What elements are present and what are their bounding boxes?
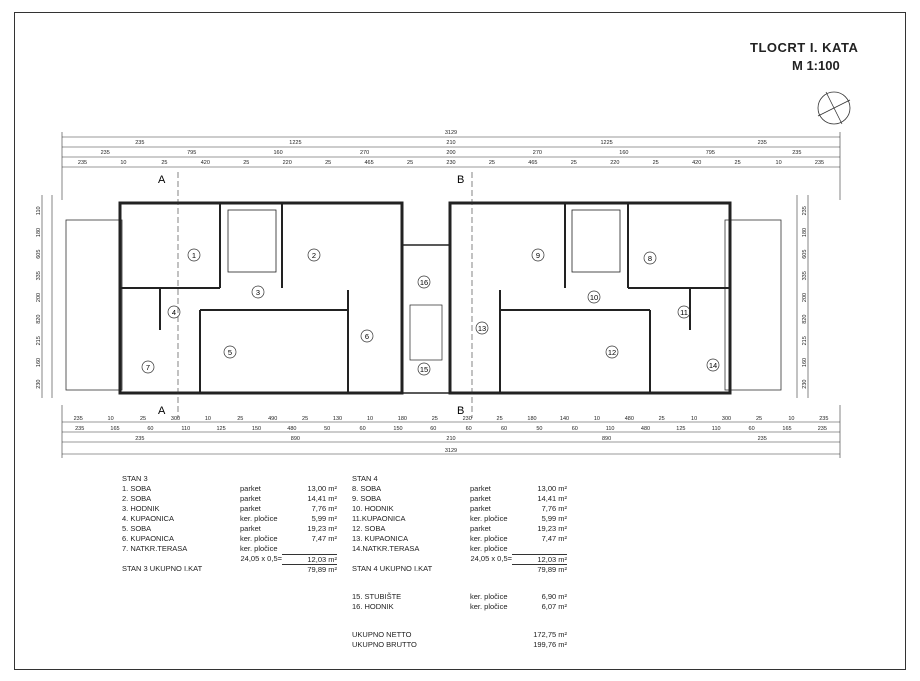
room-name: 13. KUPAONICA <box>352 534 409 543</box>
dimension-label: 60 <box>147 426 154 432</box>
room-name: 8. SOBA <box>352 484 382 493</box>
room-name: 9. SOBA <box>352 494 382 503</box>
dimension-label: 820 <box>36 314 42 324</box>
dimension-label: 235 <box>817 426 827 432</box>
room-floor: parket <box>240 494 261 503</box>
dimension-label: 215 <box>36 336 42 346</box>
dimension-label: 140 <box>559 416 570 422</box>
room-number: 13 <box>477 324 487 333</box>
section-marker-a-bottom: A <box>158 405 166 417</box>
dimension-label: 110 <box>605 426 615 432</box>
room-name: 3. HODNIK <box>122 504 160 513</box>
unit-total-label: STAN 3 UKUPNO I.KAT <box>122 564 203 573</box>
dimension-label: 10 <box>593 416 600 422</box>
room-number: 9 <box>535 251 541 260</box>
dimension-label: 110 <box>36 206 42 216</box>
room-number: 7 <box>145 363 151 372</box>
dimension-label: 480 <box>624 416 634 422</box>
dimension-label: 465 <box>528 160 538 166</box>
room-floor: ker. pločice <box>240 544 278 553</box>
dimension-label: 235 <box>757 140 767 146</box>
room-number: 2 <box>311 251 317 260</box>
dimension-label: 235 <box>757 436 767 442</box>
dimension-label: 25 <box>237 416 244 422</box>
room-name: 10. HODNIK <box>352 504 394 513</box>
dimension-label: 25 <box>139 416 147 422</box>
north-arrow-icon <box>818 92 850 124</box>
room-area: 19,23 m² <box>307 524 337 533</box>
room-number: 10 <box>589 293 599 302</box>
terrace-calc: 24,05 x 0,5= <box>240 554 282 563</box>
section-marker-b-top: B <box>457 174 465 186</box>
room-area: 13,00 m² <box>537 484 567 493</box>
dimension-label: 10 <box>788 416 795 422</box>
dimension-label: 150 <box>393 426 403 432</box>
dimension-label: 10 <box>107 416 114 422</box>
room-floor: ker. pločice <box>470 602 508 611</box>
room-name: 7. NATKR.TERASA <box>122 544 188 553</box>
room-area: 5,99 m² <box>311 514 337 523</box>
room-number: 8 <box>647 254 653 263</box>
dimension-label: 270 <box>360 150 370 156</box>
room-number: 6 <box>364 332 370 341</box>
legend-title: STAN 4 <box>352 474 378 483</box>
dimension-label: 890 <box>602 436 612 442</box>
dimension-label: 480 <box>287 426 297 432</box>
dimension-label: 60 <box>748 426 755 432</box>
dimension-label: 1225 <box>289 140 302 146</box>
section-marker-a-top: A <box>158 174 166 186</box>
dimension-label: 270 <box>532 150 542 156</box>
dimension-label: 200 <box>36 292 42 303</box>
total-label: UKUPNO NETTO <box>352 630 412 639</box>
drawing-scale: M 1:100 <box>792 58 840 73</box>
dimension-label: 10 <box>204 416 211 422</box>
terrace-area: 12,03 m² <box>282 554 337 565</box>
dimension-label: 10 <box>691 416 698 422</box>
dimension-label: 25 <box>161 160 168 166</box>
drawing-title: TLOCRT I. KATA <box>750 40 859 55</box>
dimension-label: 25 <box>302 416 309 422</box>
dimension-label: 235 <box>77 160 88 166</box>
dimension-label: 10 <box>366 416 374 422</box>
dimension-label: 25 <box>652 160 659 166</box>
room-area: 7,76 m² <box>311 504 337 513</box>
dimension-label: 160 <box>619 150 629 156</box>
dimension-label: 230 <box>36 379 42 389</box>
dimension-label: 235 <box>135 436 145 442</box>
room-floor: parket <box>470 504 491 513</box>
dimension-label: 10 <box>120 160 127 166</box>
dimension-label: 180 <box>802 227 808 238</box>
room-name: 16. HODNIK <box>352 602 394 611</box>
dimension-label: 60 <box>430 426 437 432</box>
room-area: 7,47 m² <box>541 534 567 543</box>
legend-title: STAN 3 <box>122 474 148 483</box>
dimension-label: 465 <box>364 160 374 166</box>
room-number: 11 <box>680 308 688 317</box>
dimension-label: 235 <box>792 150 802 156</box>
room-name: 11.KUPAONICA <box>352 514 406 523</box>
room-area: 6,90 m² <box>541 592 567 601</box>
dimension-label: 235 <box>100 150 110 156</box>
room-name: 2. SOBA <box>122 494 152 503</box>
dimension-label: 335 <box>802 271 808 281</box>
dimension-label: 200 <box>802 292 808 303</box>
room-area: 19,23 m² <box>537 524 567 533</box>
room-number: 15 <box>419 365 429 374</box>
unit-total-area: 79,89 m² <box>282 564 337 575</box>
dimension-label: 110 <box>181 426 191 432</box>
room-floor: parket <box>240 504 261 513</box>
room-area: 13,00 m² <box>307 484 337 493</box>
dimension-label: 160 <box>273 150 283 156</box>
room-area: 14,41 m² <box>307 494 337 503</box>
dimension-label: 490 <box>268 416 278 422</box>
dimension-label: 180 <box>36 227 42 238</box>
dimension-label: 60 <box>359 426 366 432</box>
unit-stan3-walls <box>120 203 402 393</box>
dimension-label: 60 <box>571 426 578 432</box>
dimension-label: 125 <box>216 426 226 432</box>
dimension-label: 50 <box>324 426 331 432</box>
section-marker-b-bottom: B <box>457 405 465 417</box>
dimension-label: 605 <box>36 249 43 259</box>
dimension-label: 200 <box>446 150 456 156</box>
room-area: 6,07 m² <box>541 602 567 611</box>
room-name: 14.NATKR.TERASA <box>352 544 420 553</box>
dimension-total-top: 3129 <box>444 130 458 136</box>
room-floor: parket <box>240 524 261 533</box>
dimension-labels <box>36 130 828 454</box>
dimension-label: 110 <box>711 426 721 432</box>
room-floor: ker. pločice <box>240 534 278 543</box>
room-floor: parket <box>240 484 261 493</box>
dimension-label: 420 <box>200 160 210 166</box>
dimension-label: 25 <box>658 416 665 422</box>
dimension-label: 25 <box>488 160 495 166</box>
room-area: 7,76 m² <box>541 504 567 513</box>
room-floor: ker. pločice <box>240 514 278 523</box>
dimension-label: 60 <box>465 426 472 432</box>
room-floor: parket <box>470 494 491 503</box>
room-number: 14 <box>708 361 718 370</box>
dimension-label: 25 <box>431 416 438 422</box>
dimension-label: 25 <box>325 160 332 166</box>
dimension-label: 230 <box>446 160 456 166</box>
room-name: 1. SOBA <box>122 484 152 493</box>
dimension-label: 235 <box>802 206 808 216</box>
dimension-label: 480 <box>640 426 651 432</box>
dimension-label: 230 <box>802 379 808 389</box>
room-area: 5,99 m² <box>541 514 567 523</box>
dimension-label: 1225 <box>600 140 613 146</box>
room-floor: parket <box>470 484 491 493</box>
dimension-label: 335 <box>36 271 42 281</box>
dimension-total-bottom: 3129 <box>444 448 458 454</box>
dimension-label: 25 <box>755 416 763 422</box>
room-area: 7,47 m² <box>311 534 337 543</box>
room-number: 5 <box>227 348 233 357</box>
room-name: 6. KUPAONICA <box>122 534 174 543</box>
dimension-label: 60 <box>500 426 508 432</box>
total-label: UKUPNO BRUTTO <box>352 640 417 649</box>
dimension-label: 235 <box>73 416 83 422</box>
room-name: 15. STUBIŠTE <box>352 592 402 601</box>
dimension-label: 820 <box>802 314 808 324</box>
dimension-label: 10 <box>775 160 782 166</box>
dimension-label: 210 <box>446 140 456 146</box>
dimension-label: 215 <box>802 336 808 346</box>
room-number: 3 <box>255 288 261 297</box>
dimension-label: 230 <box>462 416 472 422</box>
dimension-label: 795 <box>705 150 715 156</box>
unit-total-area: 79,89 m² <box>512 564 567 575</box>
dimension-label: 235 <box>819 416 829 422</box>
dimension-label: 180 <box>527 416 537 422</box>
dimension-label: 605 <box>802 249 808 259</box>
dimension-label: 300 <box>170 416 181 422</box>
dimension-label: 235 <box>75 426 85 432</box>
terrace-calc: 24,05 x 0,5= <box>470 554 512 563</box>
terrace-area: 12,03 m² <box>512 554 567 565</box>
room-floor: ker. pločice <box>470 534 508 543</box>
room-name: 4. KUPAONICA <box>122 514 174 523</box>
dimension-label: 235 <box>135 140 145 146</box>
room-floor: ker. pločice <box>470 514 508 523</box>
dimension-label: 220 <box>282 160 292 166</box>
unit-total-label: STAN 4 UKUPNO I.KAT <box>352 564 433 573</box>
dimension-label: 50 <box>536 426 543 432</box>
dimension-label: 220 <box>610 160 620 166</box>
room-number: 16 <box>419 278 429 287</box>
room-name: 12. SOBA <box>352 524 386 533</box>
room-floor: ker. pločice <box>470 592 508 601</box>
room-number: 4 <box>171 308 177 317</box>
dimension-label: 890 <box>290 436 300 442</box>
section-lines <box>178 172 472 418</box>
room-floor: parket <box>470 524 491 533</box>
dimension-label: 180 <box>397 416 407 422</box>
dimension-label: 160 <box>802 357 808 368</box>
dimension-label: 210 <box>446 436 456 442</box>
room-area: 14,41 m² <box>537 494 567 503</box>
dimension-label: 25 <box>734 160 741 166</box>
room-floor: ker. pločice <box>470 544 508 553</box>
dimension-label: 795 <box>187 150 197 156</box>
dimension-label: 160 <box>36 357 42 368</box>
room-number: 12 <box>607 348 617 357</box>
dimension-label: 420 <box>692 160 702 166</box>
room-number: 1 <box>191 251 197 260</box>
dimension-label: 150 <box>251 426 262 432</box>
total-area: 199,76 m² <box>533 640 567 649</box>
dimension-label: 300 <box>721 416 732 422</box>
dimension-label: 25 <box>407 160 414 166</box>
dimension-label: 25 <box>243 160 250 166</box>
dimension-label: 235 <box>814 160 825 166</box>
dimension-label: 25 <box>570 160 577 166</box>
dimension-label: 130 <box>332 416 343 422</box>
room-name: 5. SOBA <box>122 524 152 533</box>
dimension-label: 125 <box>676 426 686 432</box>
dimension-label: 165 <box>782 426 792 432</box>
dimension-label: 165 <box>110 426 120 432</box>
dimension-label: 25 <box>496 416 503 422</box>
total-area: 172,75 m² <box>533 630 567 639</box>
